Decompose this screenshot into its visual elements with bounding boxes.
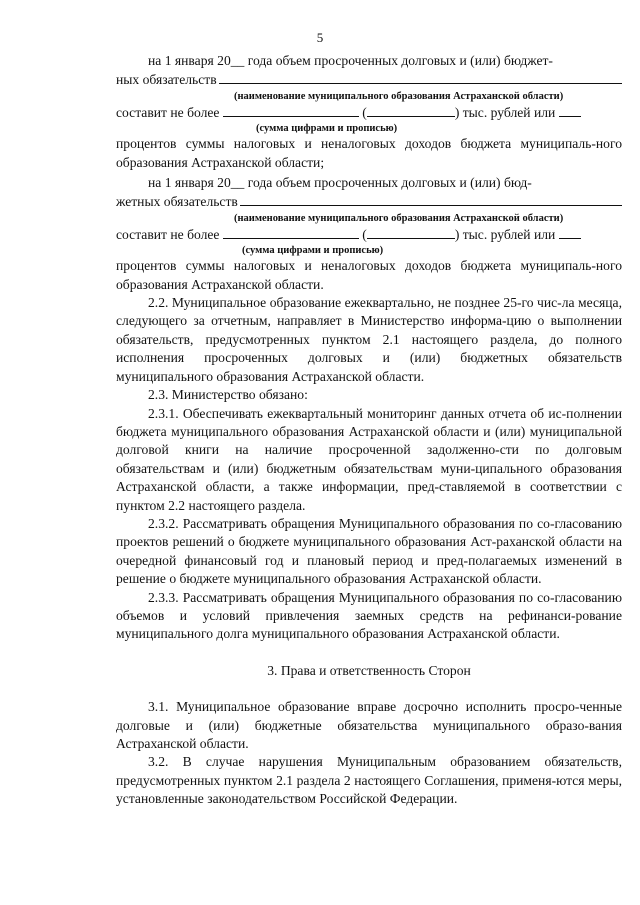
clause-b-tail: процентов суммы налоговых и неналоговых доходов бюджета муниципаль-ного образования Астраханской области. [116, 258, 622, 292]
blank-line-percent [559, 103, 581, 117]
document-body [116, 52, 622, 809]
paragraph-2-3: 2.3. Министерство обязано: [148, 387, 308, 403]
clause-b-line2-text: жетных обязательств [116, 194, 238, 210]
paren-close-text: ) тыс. рублей или [454, 226, 556, 242]
clause-b-amount-line [116, 225, 622, 244]
paren-open: ( [362, 226, 367, 242]
caption-municipality-name: (наименование муниципального образования Астраханской области) [234, 90, 564, 102]
paragraph-3-2: 3.2. В случае нарушения Муниципальным образованием обязательств, предусмотренных пунктом 2.1 раздела 2 настоящего Соглашения, применя-ются меры, установленные законодательством Российской Федерации. [116, 754, 622, 807]
paragraph-2-3-1: 2.3.1. Обеспечивать ежеквартальный мониторинг данных отчета об ис-полнении бюджета муниципального образования Астраханской области и (или) муниципальной долговой книги на наличие просроченной задолженно-сти по долговым обязательствам и (или) бюджетным обязательствам муни-ципального образования Астраханской области, а также информации, пред-ставляемой в соответствии с пунктом 2.2 настоящего раздела. [116, 405, 622, 513]
paren-open: ( [362, 104, 367, 120]
clause-b-line2 [116, 192, 622, 211]
blank-line-percent [559, 225, 581, 239]
blank-line-municipality [240, 192, 622, 206]
blank-line-municipality [219, 70, 622, 84]
clause-a-tail: процентов суммы налоговых и неналоговых доходов бюджета муниципаль-ного образования Астраханской области; [116, 136, 622, 170]
paragraph-3-1: 3.1. Муниципальное образование вправе досрочно исполнить просро-ченные долговые и (или) бюджетные обязательства муниципального образо-вания Астраханской области. [116, 699, 622, 751]
clause-a-line2-text: ных обязательств [116, 72, 217, 88]
amount-label: составит не более [116, 226, 220, 242]
clause-a-line2 [116, 70, 622, 89]
clause-b-line1: на 1 января 20__ года объем просроченных долговых и (или) бюд- [148, 175, 532, 191]
clause-a-amount-line [116, 103, 622, 122]
blank-line-amount-words [367, 103, 455, 117]
section-3-heading: 3. Права и ответственность Сторон [267, 662, 471, 678]
caption-sum: (сумма цифрами и прописью) [256, 123, 398, 135]
blank-line-amount-words [367, 225, 455, 239]
caption-municipality-name: (наименование муниципального образования Астраханской области) [234, 212, 564, 224]
paragraph-2-3-2: 2.3.2. Рассматривать обращения Муниципального образования по со-гласованию проектов решений о бюджете муниципального образования Аст-раханской области на очередной финансовый год и плановый период и пред-полагаемых изменений в решение о бюджете муниципального образования Астраханской области. [116, 515, 622, 587]
clause-a-line1: на 1 января 20__ года объем просроченных долговых и (или) бюджет- [148, 53, 553, 68]
paragraph-2-3-3: 2.3.3. Рассматривать обращения Муниципального образования по со-гласованию объемов и условий привлечения заемных средств на рефинанси-рование муниципального долга муниципального образования Астраханской области. [116, 589, 622, 642]
blank-line-amount [223, 225, 359, 239]
paren-close-text: ) тыс. рублей или [454, 104, 556, 120]
caption-sum: (сумма цифрами и прописью) [242, 245, 384, 257]
paragraph-2-2: 2.2. Муниципальное образование ежеквартально, не позднее 25-го чис-ла месяца, следующего за отчетным, направляет в Министерство информа-цию о выполнении обязательств, предусмотренных пунктом 2.1 настоящего раздела, до полного исполнения просроченных долговых и (или) бюджетных обязательств муниципального образования Астраханской области. [116, 295, 622, 384]
amount-label: составит не более [116, 104, 220, 120]
page-number: 5 [316, 30, 324, 45]
blank-line-amount [223, 103, 359, 117]
